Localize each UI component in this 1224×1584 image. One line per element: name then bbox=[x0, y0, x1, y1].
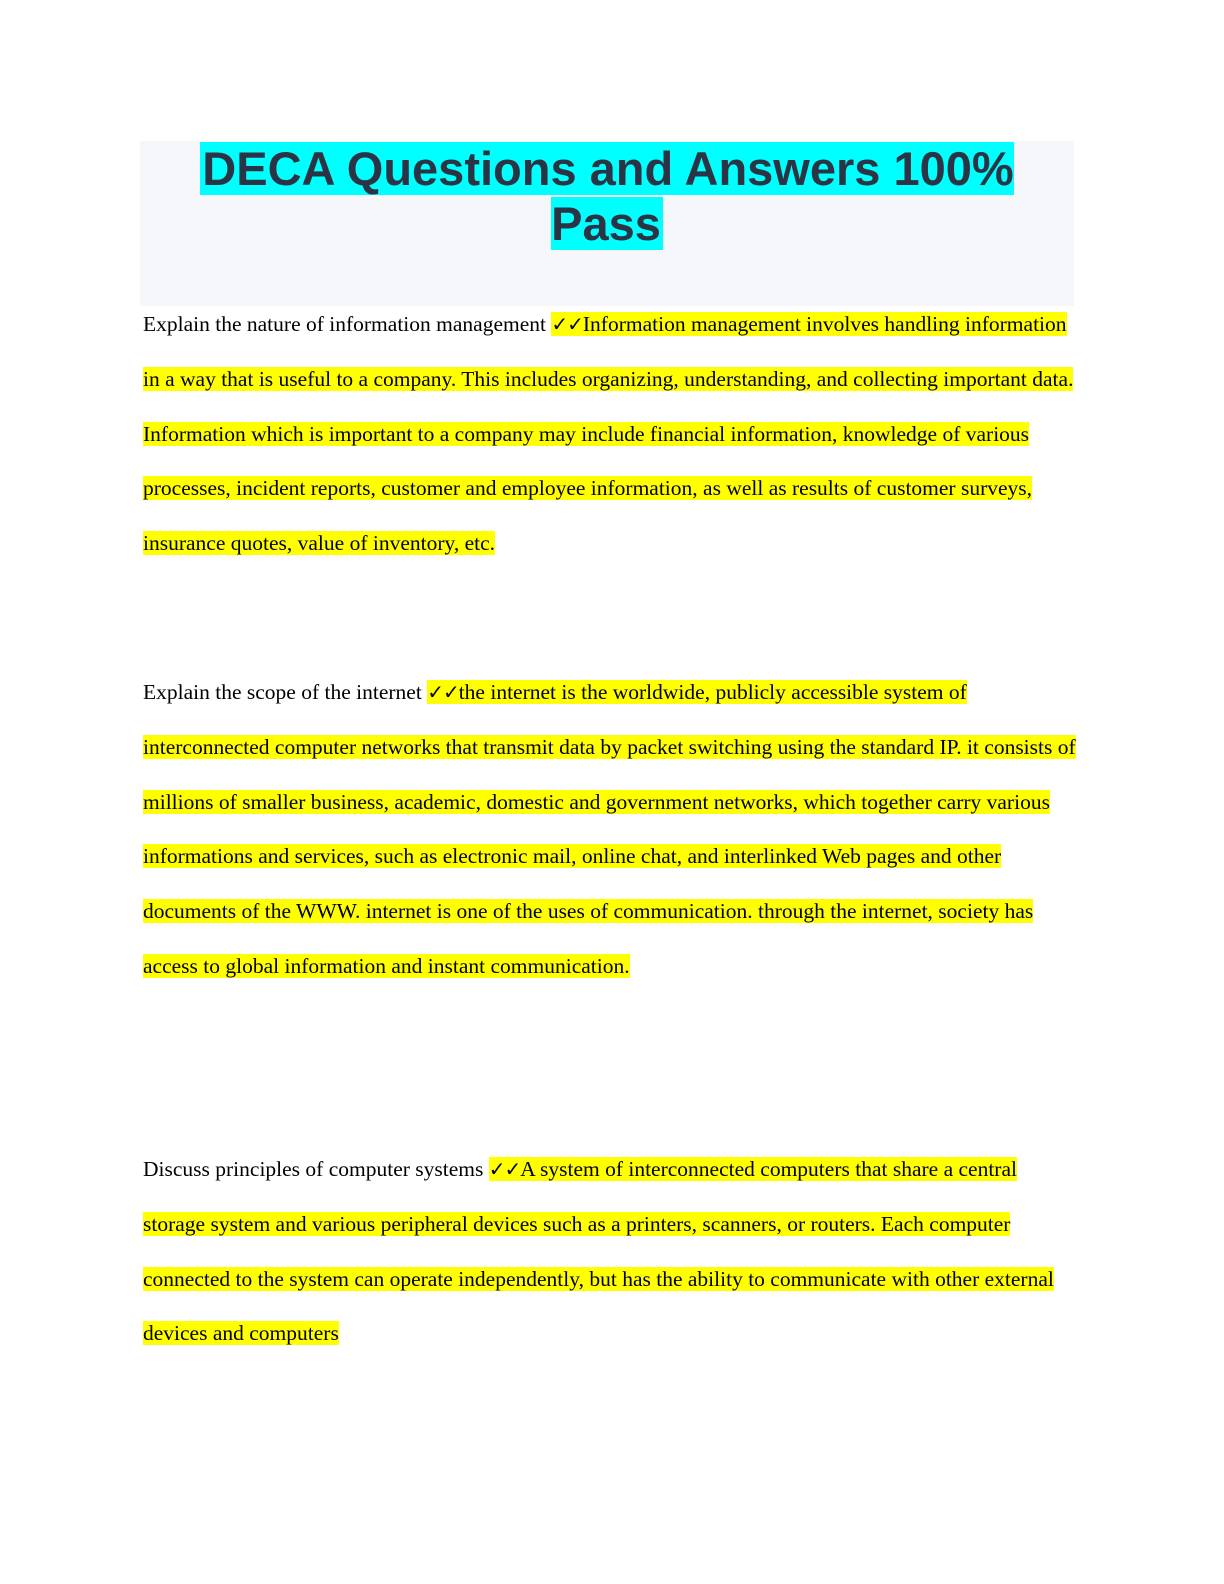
answer-highlight bbox=[143, 680, 1076, 978]
page-title bbox=[140, 141, 1074, 251]
question-text: Explain the scope of the internet bbox=[143, 680, 428, 704]
question-text: Discuss principles of computer systems bbox=[143, 1157, 489, 1181]
answer-text: Information management involves handling information in a way that is useful to a company. This includes organizing, understanding, and collecting important data. Information which is important to a company may include financial information, knowledge of various processes, incident reports, customer and employee information, as well as results of customer surveys, insurance quotes, value of inventory, etc. bbox=[143, 312, 1074, 556]
double-check-icon: ✓✓ bbox=[427, 680, 459, 704]
answer-highlight bbox=[143, 1157, 1054, 1345]
qa-item-computer-systems bbox=[143, 1142, 1083, 1361]
double-check-icon: ✓✓ bbox=[488, 1157, 521, 1181]
title-banner bbox=[140, 141, 1074, 306]
answer-highlight bbox=[143, 312, 1073, 555]
answer-text: the internet is the worldwide, publicly accessible system of interconnected computer networks that transmit data by packet switching using the standard IP. it consists of millions of smaller business, academic, domestic and government networks, which together carry various informations and services, such as electronic mail, online chat, and interlinked Web pages and other documents of the WWW. internet is one of the uses of communication. through the internet, society has access to global information and instant communication. bbox=[143, 680, 1076, 978]
qa-item-information-management bbox=[143, 297, 1083, 571]
question-text: Explain the nature of information management bbox=[143, 312, 552, 336]
qa-item-internet-scope bbox=[143, 665, 1083, 994]
title-text: DECA Questions and Answers 100% Pass bbox=[202, 142, 1014, 250]
double-check-icon: ✓✓ bbox=[551, 312, 583, 336]
answer-text: A system of interconnected computers that share a central storage system and various peripheral devices such as a printers, scanners, or routers. Each computer connected to the system can operate independently, but has the ability to communicate with other external devices and computers bbox=[143, 1157, 1054, 1346]
